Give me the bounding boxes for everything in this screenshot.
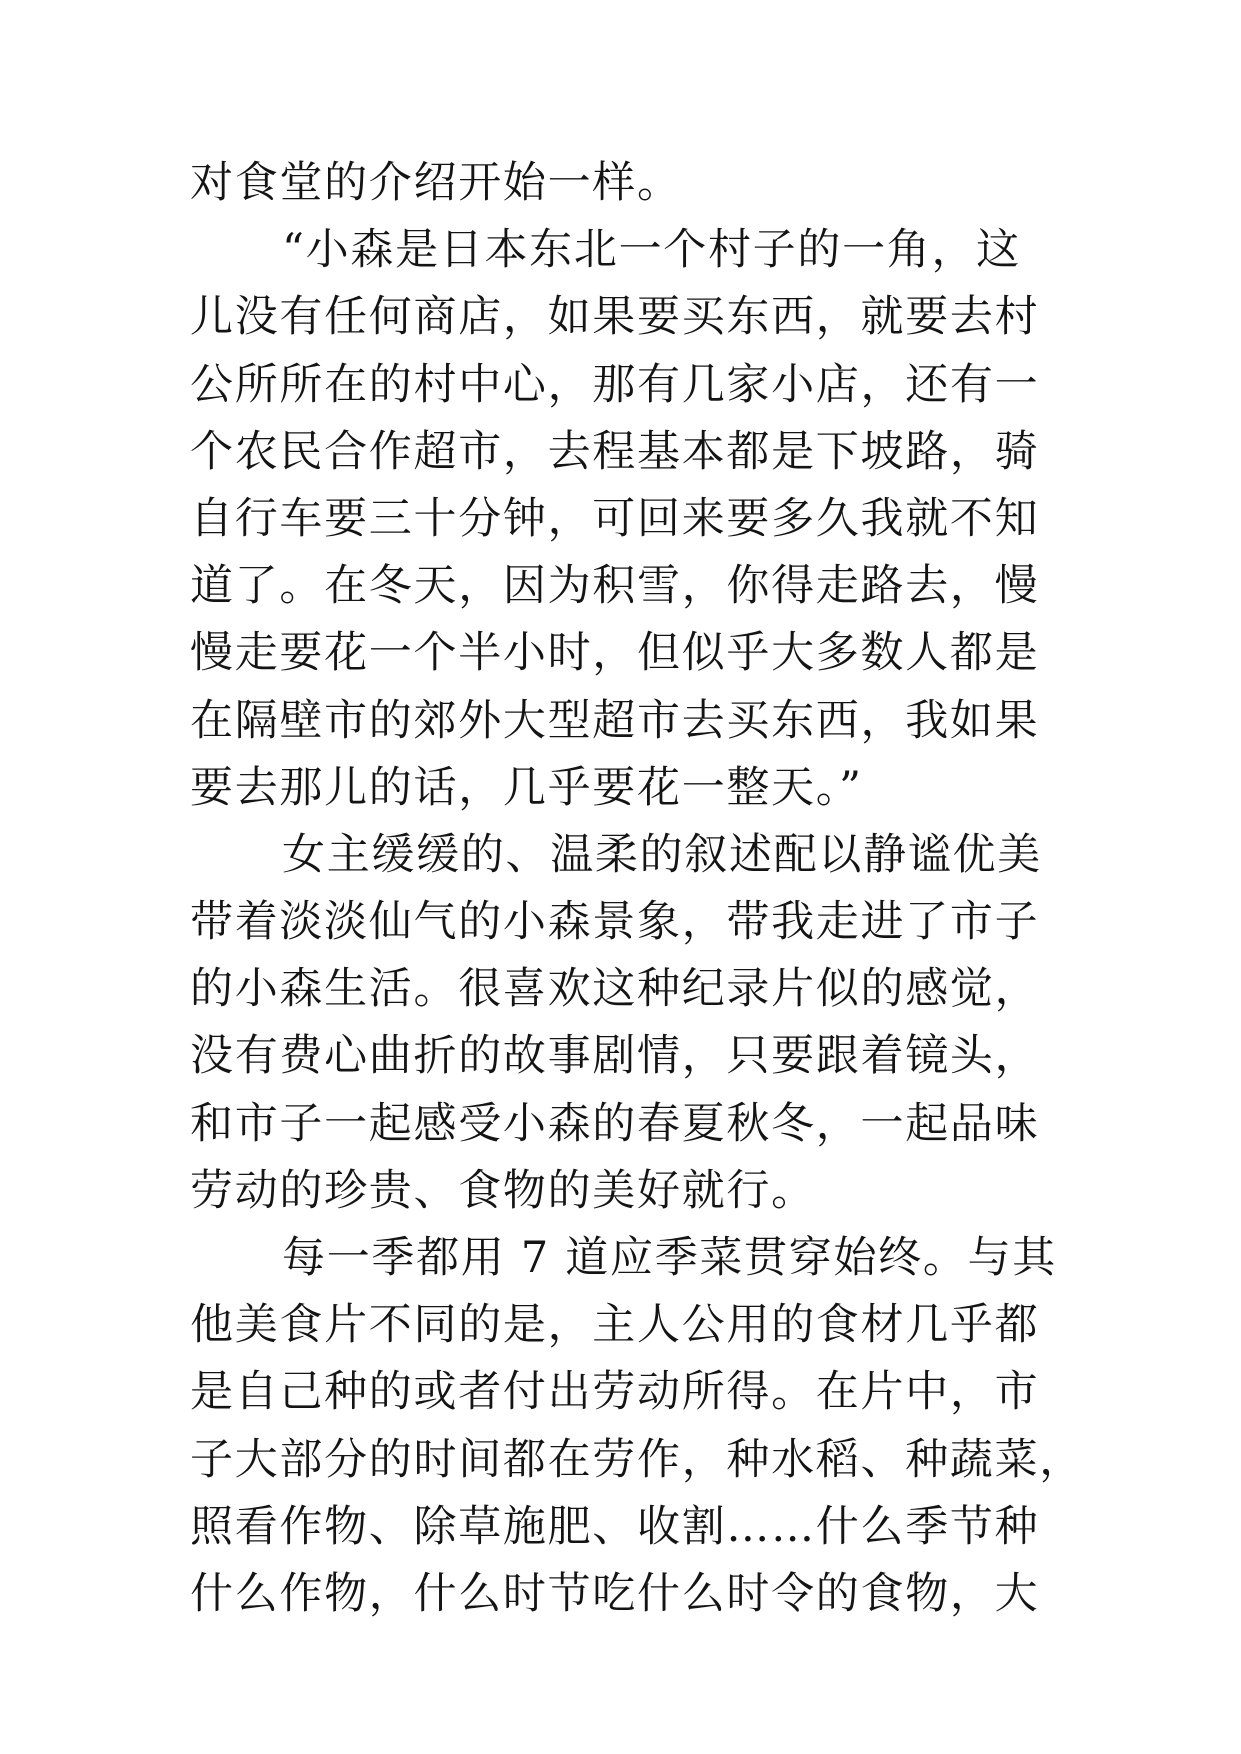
text-line: 道了。在冬天，因为积雪，你得走路去，慢	[190, 561, 1040, 612]
text-line: 的小森生活。很喜欢这种纪录片似的感觉，	[190, 964, 1040, 1015]
text-line: 对食堂的介绍开始一样。	[190, 158, 682, 208]
text-line: 劳动的珍贵、食物的美好就行。	[190, 1165, 816, 1216]
text-line: 要去那儿的话，几乎要花一整天。”	[190, 762, 863, 813]
text-line: 子大部分的时间都在劳作，种水稻、种蔬菜，	[190, 1434, 1084, 1485]
text-line: 慢走要花一个半小时，但似乎大多数人都是	[190, 628, 1040, 679]
text-line: 个农民合作超市，去程基本都是下坡路，骑	[190, 426, 1040, 477]
text-line: 带着淡淡仙气的小森景象，带我走进了市子	[190, 897, 1040, 948]
text-line: 公所所在的村中心，那有几家小店，还有一	[190, 359, 1040, 410]
text-line: “小森是日本东北一个村子的一角，这	[282, 225, 1021, 276]
text-line: 在隔壁市的郊外大型超市去买东西，我如果	[190, 695, 1040, 746]
text-line: 每一季都用 7 道应季菜贯穿始终。与其	[282, 1233, 1057, 1283]
text-line: 和市子一起感受小森的春夏秋冬，一起品味	[190, 1098, 1040, 1149]
text-line: 儿没有任何商店，如果要买东西，就要去村	[190, 292, 1040, 343]
text-line: 女主缓缓的、温柔的叙述配以静谧优美	[282, 829, 1042, 880]
text-line: 没有费心曲折的故事剧情，只要跟着镜头，	[190, 1031, 1040, 1082]
body-text	[190, 150, 1084, 1628]
text-line: 照看作物、除草施肥、收割……什么季节种	[190, 1501, 1040, 1552]
text-line: 他美食片不同的是，主人公用的食材几乎都	[190, 1300, 1040, 1351]
text-line: 什么作物，什么时节吃什么时令的食物，大	[190, 1568, 1040, 1619]
text-line: 是自己种的或者付出劳动所得。在片中，市	[190, 1367, 1040, 1418]
text-line: 自行车要三十分钟，可回来要多久我就不知	[190, 493, 1040, 544]
